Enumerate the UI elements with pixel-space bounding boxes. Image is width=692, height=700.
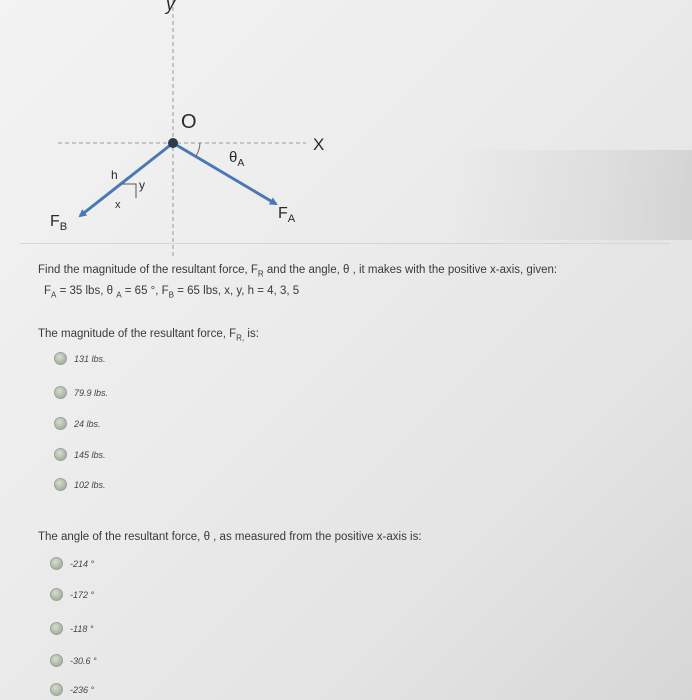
- radio-button[interactable]: [54, 352, 67, 365]
- radio-button[interactable]: [54, 386, 67, 399]
- radio-button[interactable]: [50, 557, 63, 570]
- part2-option-5[interactable]: [50, 683, 94, 696]
- part1-option-4[interactable]: [54, 448, 106, 461]
- part2-prompt: The angle of the resultant force, θ , as measured from the positive x-axis is:: [38, 531, 422, 543]
- slope-triangle: [122, 184, 136, 198]
- option-label: 24 lbs.: [74, 418, 101, 429]
- radio-button[interactable]: [50, 588, 63, 601]
- diagram-svg: [0, 0, 692, 260]
- part1-option-2[interactable]: [54, 386, 108, 399]
- part2-option-3[interactable]: [50, 622, 93, 635]
- x-axis-label: X: [313, 135, 325, 154]
- force-diagram: [0, 0, 692, 260]
- part1-option-5[interactable]: [54, 478, 106, 491]
- radio-button[interactable]: [54, 417, 67, 430]
- part1-option-3[interactable]: [54, 417, 101, 430]
- force-a-arrow: [173, 143, 276, 204]
- part2-option-4[interactable]: [50, 654, 97, 667]
- option-label: -30.6 °: [70, 655, 97, 666]
- triangle-x-label: x: [115, 199, 121, 211]
- question-text-line1: Find the magnitude of the resultant force, $F_R$ and the angle, θ , it makes with the positive x-axis, given:: [38, 264, 558, 279]
- question-givens: $F_A = 35$ lbs, θ $_A$ = 65 °, $F_B = 65$ lbs, x, y, h = 4, 3, 5: [44, 285, 300, 300]
- part2-option-2[interactable]: [50, 588, 94, 601]
- theta-a-arc: [196, 143, 200, 156]
- origin-point: [168, 138, 178, 148]
- option-label: -172 °: [70, 589, 95, 600]
- radio-button[interactable]: [50, 683, 63, 696]
- radio-button[interactable]: [54, 478, 67, 491]
- radio-button[interactable]: [50, 622, 63, 635]
- radio-button[interactable]: [50, 654, 63, 667]
- option-label: 145 lbs.: [74, 449, 106, 460]
- theta-a-label: $\theta_A$: [229, 149, 245, 169]
- divider: [20, 243, 670, 244]
- triangle-y-label: y: [139, 178, 145, 192]
- radio-button[interactable]: [54, 448, 67, 461]
- part1-prompt: The magnitude of the resultant force, $F_{R,}$ is:: [38, 328, 259, 343]
- force-b-arrow: [80, 143, 173, 216]
- force-a-label: $F_A$: [278, 205, 296, 226]
- option-label: 102 lbs.: [74, 479, 106, 490]
- origin-label: O: [181, 111, 197, 133]
- option-label: 131 lbs.: [74, 353, 106, 364]
- option-label: -118 °: [70, 623, 94, 634]
- part1-option-1[interactable]: [54, 352, 106, 365]
- option-label: -236 °: [70, 684, 95, 695]
- option-label: 79.9 lbs.: [74, 387, 109, 398]
- option-label: -214 °: [70, 558, 95, 569]
- y-axis-label: y: [166, 0, 175, 14]
- force-b-label: $F_B$: [50, 213, 68, 234]
- part2-option-1[interactable]: [50, 557, 94, 570]
- triangle-h-label: h: [111, 168, 118, 182]
